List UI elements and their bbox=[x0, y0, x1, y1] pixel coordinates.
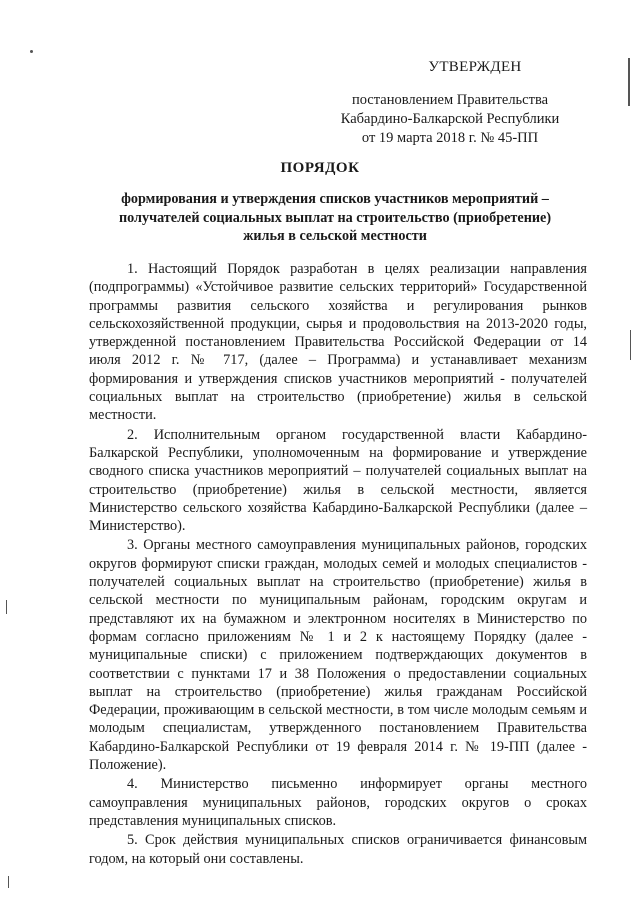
approval-line-3: от 19 марта 2018 г. № 45-ПП bbox=[361, 130, 539, 146]
document-title: ПОРЯДОК bbox=[280, 160, 360, 176]
paragraph-4: 4. Министерство письменно информирует органы местного самоуправления муниципальных районов, городских округов о сроках представления муниципальных списков. bbox=[89, 776, 587, 829]
paragraph-5: 5. Срок действия муниципальных списков ограничивается финансовым годом, на который они составлены. bbox=[89, 832, 587, 867]
scan-mark-left-edge bbox=[6, 600, 7, 614]
approval-line-2: Кабардино-Балкарской Республики bbox=[340, 111, 560, 127]
approval-line-1: постановлением Правительства bbox=[351, 92, 549, 108]
paragraph-3: 3. Органы местного самоуправления муниципальных районов, городских округов формируют списки граждан, молодых семей и молодых специалистов - получателей социальных выплат на строительство (приобретение) жилья в сельской местности по муниципальным районам, городским округам и представляют их на бумажном и электронном носителях в Министерство по формам согласно приложениям № 1 и 2 к настоящему Порядку (далее - муниципальные списки) с приложением подтверждающих документов в соответствии с пунктами 17 и 38 Положения о предоставлении социальных выплат на строительство (приобретение) жилья гражданам Российской Федерации, проживающим в сельской местности, в том числе молодым семьям и молодым специалистам, утвержденного постановлением Правительства Кабардино-Балкарской Республики от 19 февраля 2014 г. № 19-ПП (далее - Положение). bbox=[89, 537, 587, 774]
approved-label: УТВЕРЖДЕН bbox=[428, 59, 522, 75]
document-subtitle bbox=[100, 190, 570, 246]
scan-mark-bottom-left bbox=[8, 876, 9, 888]
subtitle-line-2: получателей социальных выплат на строительство (приобретение) bbox=[118, 209, 552, 226]
paragraph-2: 2. Исполнительным органом государственной власти Кабардино-Балкарской Республики, уполномоченным на формирование и утверждение сводного списка участников мероприятий – получателей социальных выплат на строительство (приобретение) жилья в сельской местности, является Министерство сельского хозяйства Кабардино-Балкарской Республики (далее – Министерство). bbox=[89, 426, 587, 535]
paragraph-1: 1. Настоящий Порядок разработан в целях реализации направления (подпрограммы) «Устойчивое развитие сельских территорий» Государственной программы развития сельского хозяйства и регулирования рынков сельскохозяйственной продукции, сырья и продовольствия на 2013-2020 годы, утвержденной постановлением Правительства Российской Федерации от 14 июля 2012 г. № 717, (далее – Программа) и устанавливает механизм формирования и утверждения списков участников мероприятий - получателей социальных выплат на строительство (приобретение) жилья в сельской местности. bbox=[89, 261, 587, 424]
document-body bbox=[89, 260, 587, 869]
subtitle-line-1: формирования и утверждения списков участников мероприятий – bbox=[121, 191, 549, 207]
scan-mark-top-left bbox=[30, 50, 33, 53]
scan-mark-right-edge-lower bbox=[630, 330, 631, 360]
subtitle-line-3: жилья в сельской местности bbox=[243, 228, 427, 244]
approval-block bbox=[340, 58, 560, 148]
scan-mark-right-edge bbox=[628, 58, 630, 106]
